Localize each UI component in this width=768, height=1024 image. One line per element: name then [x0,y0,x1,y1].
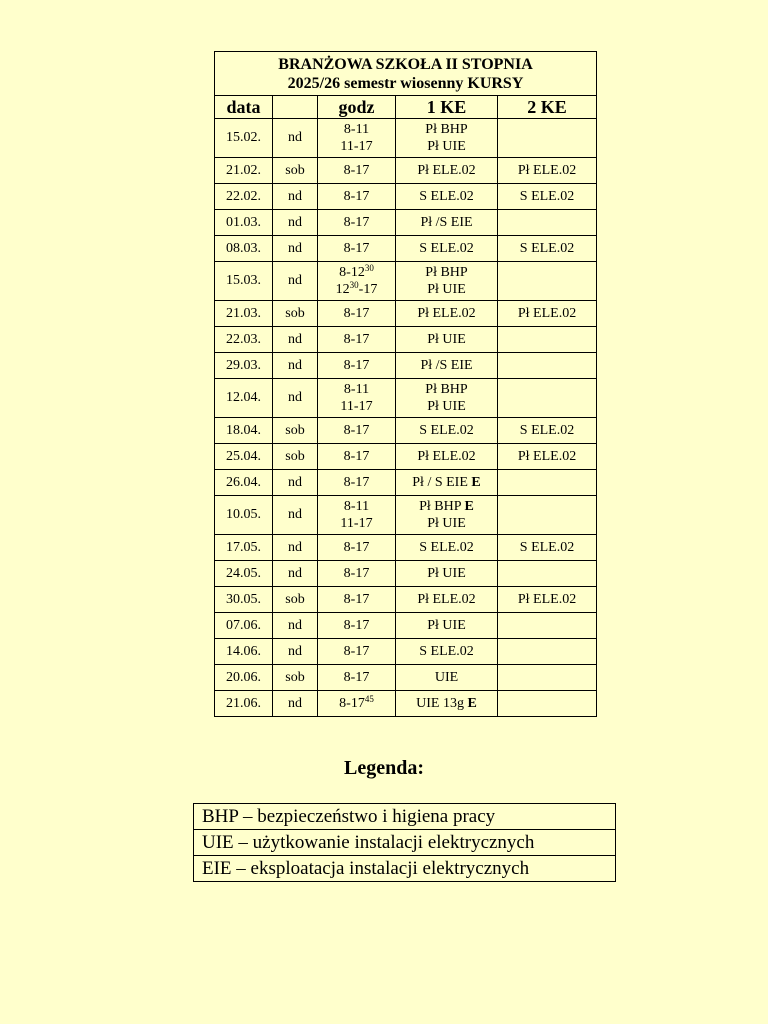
cell-hours [318,119,396,158]
cell-hours [318,158,396,184]
cell-hours [318,210,396,236]
cell-1ke [396,418,498,444]
cell-text: 8-17 [343,618,370,633]
cell-hours-line [318,357,395,374]
table-row [215,262,597,301]
table-row [215,470,597,496]
cell-hours [318,262,396,301]
cell-2ke [498,613,597,639]
cell-hours-line [318,669,395,686]
cell-hours [318,561,396,587]
cell-1ke [396,262,498,301]
cell-2ke [498,665,597,691]
cell-1ke-line [396,398,497,415]
legend-item-eie: EIE – eksploatacja instalacji elektrycznych [194,856,616,882]
cell-day: nd [273,262,318,301]
table-row [215,496,597,535]
cell-text: Pł UIE [427,139,466,154]
cell-1ke-line [396,669,497,686]
cell-hours-line [318,643,395,660]
cell-text: Pł / S EIE [412,475,472,490]
cell-day: nd [273,561,318,587]
cell-text: 11-17 [340,399,373,414]
table-row [215,184,597,210]
cell-hours [318,444,396,470]
cell-hours-line [318,591,395,608]
cell-text: Pł UIE [427,282,466,297]
cell-1ke [396,613,498,639]
cell-2ke: Pł ELE.02 [498,444,597,470]
cell-text: 8-11 [343,122,370,137]
cell-hours-line [318,281,395,298]
cell-text: 11-17 [340,139,373,154]
cell-hours-line [318,162,395,179]
cell-1ke-line [396,448,497,465]
cell-text: Pł BHP [425,122,468,137]
cell-text: Pł UIE [427,618,466,633]
table-row [215,613,597,639]
cell-2ke [498,210,597,236]
cell-text: 8-17 [343,670,370,685]
cell-text: 12 [335,282,350,297]
schedule-body [215,119,597,717]
cell-day: nd [273,470,318,496]
cell-hours-line [318,617,395,634]
cell-2ke [498,561,597,587]
cell-date: 08.03. [215,236,273,262]
cell-hours [318,301,396,327]
table-row [215,535,597,561]
cell-hours-line [318,539,395,556]
cell-text: Pł BHP [425,265,468,280]
schedule-title [215,52,597,96]
cell-2ke [498,691,597,717]
cell-hours-line [318,515,395,532]
cell-1ke [396,327,498,353]
cell-2ke [498,119,597,158]
cell-text: S ELE.02 [419,241,474,256]
cell-text: 8-17 [343,449,370,464]
legend-item-bhp: BHP – bezpieczeństwo i higiena pracy [194,804,616,830]
cell-hours-line [318,398,395,415]
cell-text: 8-17 [343,215,370,230]
cell-hours-line [318,331,395,348]
cell-hours-line [318,381,395,398]
cell-text: UIE 13g [416,696,468,711]
cell-1ke-line [396,281,497,298]
cell-hours-line [318,422,395,439]
cell-day: nd [273,691,318,717]
cell-hours [318,691,396,717]
table-row [215,418,597,444]
cell-day: sob [273,665,318,691]
cell-hours [318,665,396,691]
cell-hours-line [318,448,395,465]
cell-day: sob [273,444,318,470]
cell-hours [318,418,396,444]
cell-1ke [396,210,498,236]
schedule-table [214,51,597,717]
cell-1ke-line [396,565,497,582]
cell-date: 25.04. [215,444,273,470]
cell-text: Pł UIE [427,399,466,414]
cell-1ke-line [396,591,497,608]
cell-text: 8-17 [343,358,370,373]
cell-1ke-line [396,539,497,556]
table-row [215,236,597,262]
table-row [215,639,597,665]
cell-date: 07.06. [215,613,273,639]
cell-text: Pł /S EIE [420,358,473,373]
cell-1ke [396,639,498,665]
cell-text: Pł ELE.02 [417,163,476,178]
cell-date: 21.02. [215,158,273,184]
cell-text: Pł UIE [427,566,466,581]
cell-1ke-line [396,188,497,205]
cell-hours-line [318,474,395,491]
cell-1ke [396,470,498,496]
cell-1ke [396,665,498,691]
cell-text: Pł ELE.02 [417,449,476,464]
cell-hours [318,236,396,262]
table-row [215,587,597,613]
cell-1ke-line [396,331,497,348]
cell-hours [318,613,396,639]
cell-text: Pł ELE.02 [417,306,476,321]
cell-text: S ELE.02 [419,189,474,204]
cell-2ke [498,262,597,301]
table-row [215,665,597,691]
cell-2ke: S ELE.02 [498,236,597,262]
cell-date: 26.04. [215,470,273,496]
cell-1ke-line [396,121,497,138]
legend-item-uie: UIE – użytkowanie instalacji elektrycznych [194,830,616,856]
cell-text: Pł BHP [425,382,468,397]
cell-date: 29.03. [215,353,273,379]
cell-date: 21.03. [215,301,273,327]
cell-hours-line [318,138,395,155]
cell-1ke-line [396,695,497,712]
cell-hours-line [318,121,395,138]
cell-date: 15.03. [215,262,273,301]
col-header-2ke: 2 KE [498,96,597,119]
cell-hours [318,379,396,418]
cell-1ke [396,444,498,470]
table-row [215,561,597,587]
cell-hours-line [318,305,395,322]
cell-day: nd [273,496,318,535]
cell-1ke [396,587,498,613]
cell-date: 30.05. [215,587,273,613]
cell-day: sob [273,587,318,613]
cell-day: sob [273,301,318,327]
cell-text: 8-17 [343,592,370,607]
superscript-minutes: 45 [364,694,374,704]
legend-title: Legenda: [344,757,424,779]
cell-1ke-line [396,305,497,322]
cell-day: nd [273,613,318,639]
cell-text: 8-17 [343,306,370,321]
cell-text: Pł UIE [427,516,466,531]
cell-hours-line [318,695,395,712]
cell-1ke-line [396,498,497,515]
cell-text: 8-17 [343,475,370,490]
table-row [215,301,597,327]
cell-1ke [396,691,498,717]
cell-text: 8-17 [343,163,370,178]
cell-day: nd [273,119,318,158]
cell-day: nd [273,535,318,561]
table-row [215,353,597,379]
cell-date: 22.03. [215,327,273,353]
cell-date: 22.02. [215,184,273,210]
cell-day: nd [273,236,318,262]
cell-1ke [396,353,498,379]
cell-text: Pł UIE [427,332,466,347]
cell-date: 18.04. [215,418,273,444]
cell-text: S ELE.02 [419,540,474,555]
cell-text: 8-17 [343,189,370,204]
cell-date: 12.04. [215,379,273,418]
table-row [215,210,597,236]
cell-hours [318,327,396,353]
cell-hours-line [318,498,395,515]
cell-2ke: Pł ELE.02 [498,158,597,184]
cell-hours [318,535,396,561]
cell-day: nd [273,184,318,210]
cell-1ke-line [396,264,497,281]
cell-date: 17.05. [215,535,273,561]
cell-text: 8-17 [343,332,370,347]
cell-hours-line [318,240,395,257]
cell-hours [318,496,396,535]
cell-2ke [498,327,597,353]
cell-date: 24.05. [215,561,273,587]
exam-marker: E [471,475,481,490]
cell-hours-line [318,264,395,281]
superscript-minutes: 30 [364,263,374,273]
cell-1ke [396,496,498,535]
legend-table [193,803,616,882]
cell-1ke [396,301,498,327]
cell-1ke [396,236,498,262]
cell-1ke-line [396,381,497,398]
cell-day: nd [273,639,318,665]
cell-hours [318,353,396,379]
col-header-hours: godz [318,96,396,119]
cell-1ke-line [396,138,497,155]
cell-1ke [396,158,498,184]
cell-hours-line [318,188,395,205]
cell-2ke [498,470,597,496]
cell-hours [318,184,396,210]
exam-marker: E [467,696,477,711]
superscript-minutes: 30 [349,280,359,290]
cell-1ke-line [396,240,497,257]
cell-1ke [396,379,498,418]
cell-date: 20.06. [215,665,273,691]
cell-text: 8-11 [343,382,370,397]
cell-1ke-line [396,474,497,491]
cell-day: nd [273,327,318,353]
cell-2ke [498,379,597,418]
cell-text: Pł BHP [419,499,465,514]
cell-text: 8-17 [343,566,370,581]
cell-text: Pł ELE.02 [417,592,476,607]
cell-text: S ELE.02 [419,423,474,438]
col-header-1ke: 1 KE [396,96,498,119]
cell-date: 01.03. [215,210,273,236]
cell-day: nd [273,379,318,418]
col-header-date: data [215,96,273,119]
cell-2ke [498,353,597,379]
title-line-1: BRANŻOWA SZKOŁA II STOPNIA [278,55,533,73]
table-row [215,691,597,717]
table-row [215,158,597,184]
cell-text: 11-17 [340,516,373,531]
cell-2ke: S ELE.02 [498,418,597,444]
cell-text: 8-11 [343,499,370,514]
exam-marker: E [464,499,474,514]
table-row [215,119,597,158]
cell-text: 8-17 [343,241,370,256]
cell-2ke [498,496,597,535]
cell-1ke-line [396,162,497,179]
cell-text: S ELE.02 [419,644,474,659]
cell-hours [318,587,396,613]
cell-1ke-line [396,643,497,660]
cell-text: Pł /S EIE [420,215,473,230]
table-row [215,444,597,470]
cell-1ke [396,561,498,587]
title-line-2: 2025/26 semestr wiosenny KURSY [287,74,524,92]
cell-date: 14.06. [215,639,273,665]
cell-1ke [396,535,498,561]
cell-1ke-line [396,515,497,532]
cell-2ke: S ELE.02 [498,535,597,561]
table-row [215,379,597,418]
col-header-day [273,96,318,119]
cell-1ke [396,184,498,210]
cell-text: 8-17 [339,696,365,711]
cell-2ke: Pł ELE.02 [498,587,597,613]
cell-day: sob [273,418,318,444]
cell-1ke-line [396,617,497,634]
cell-1ke [396,119,498,158]
cell-text: UIE [434,670,459,685]
cell-date: 15.02. [215,119,273,158]
cell-1ke-line [396,357,497,374]
cell-text: -17 [358,282,378,297]
table-row [215,327,597,353]
cell-day: nd [273,353,318,379]
cell-2ke [498,639,597,665]
cell-text: 8-17 [343,644,370,659]
cell-day: nd [273,210,318,236]
cell-date: 10.05. [215,496,273,535]
cell-text: 8-17 [343,540,370,555]
cell-text: 8-17 [343,423,370,438]
cell-date: 21.06. [215,691,273,717]
cell-2ke: Pł ELE.02 [498,301,597,327]
cell-hours-line [318,214,395,231]
cell-day: sob [273,158,318,184]
cell-hours-line [318,565,395,582]
cell-2ke: S ELE.02 [498,184,597,210]
cell-hours [318,470,396,496]
cell-text: 8-12 [339,265,365,280]
cell-1ke-line [396,422,497,439]
cell-hours [318,639,396,665]
cell-1ke-line [396,214,497,231]
